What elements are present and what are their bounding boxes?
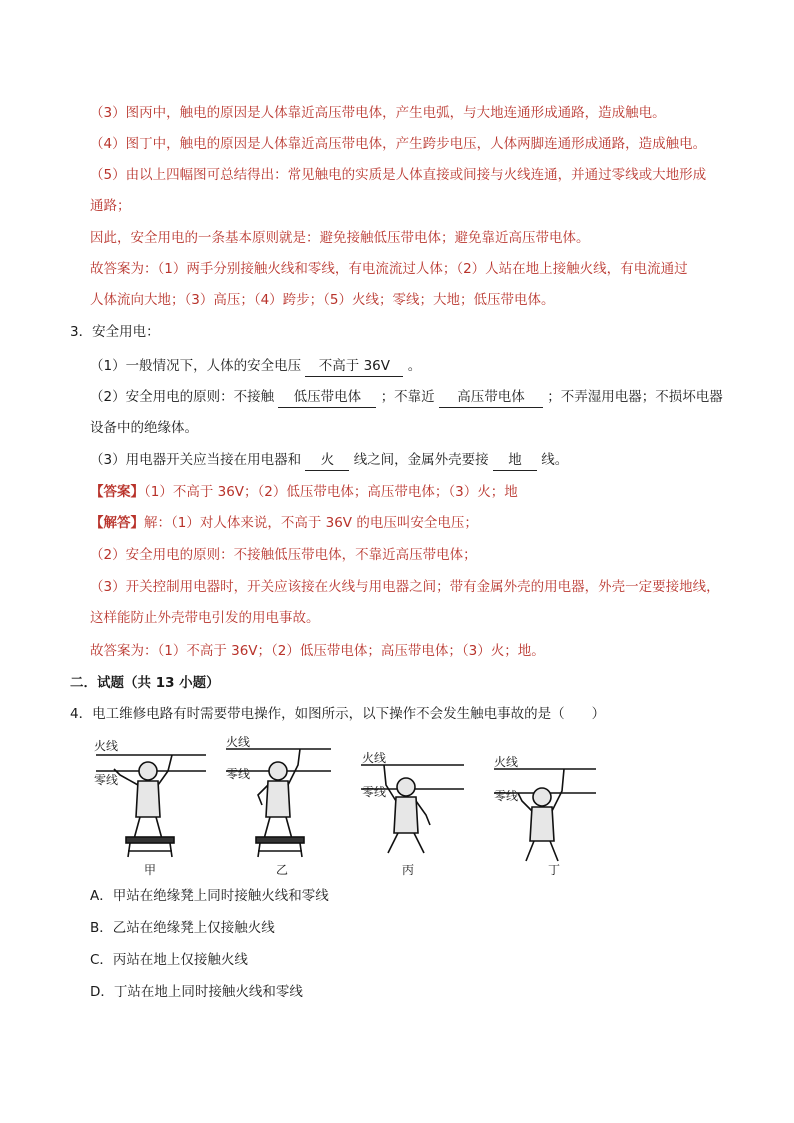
text-line: 故答案为：（1）两手分别接触火线和零线，有电流流过人体；（2）人站在地上接触火线，有电流通过 <box>90 261 688 277</box>
figure-yi <box>256 749 304 857</box>
question-3-title: 3．安全用电： <box>70 324 160 340</box>
option-d: D．丁站在地上同时接触火线和零线 <box>90 984 303 1000</box>
text-line: 这样能防止外壳带电引发的用电事故。 <box>90 610 320 626</box>
text-line: 人体流向大地；（3）高压；（4）跨步；（5）火线；零线；大地；低压带电体。 <box>90 292 555 308</box>
answer-tag: 【答案】 <box>90 484 144 500</box>
label-live-wire: 火线 <box>226 735 251 749</box>
section-title: 二．试题（共 13 小题） <box>70 675 220 691</box>
text-line: （4）图丁中，触电的原因是人体靠近高压带电体，产生跨步电压，人体两脚连通形成通路，造成触电。 <box>90 136 707 152</box>
answer-line: 【答案】（1）不高于 36V；（2）低压带电体；高压带电体；（3）火；地 <box>90 484 518 500</box>
label-yi: 乙 <box>276 863 289 877</box>
analysis-tag: 【解答】 <box>90 515 144 531</box>
analysis-line: 【解答】解：（1）对人体来说，不高于 36V 的电压叫安全电压； <box>90 515 478 531</box>
question-3-part-1: （1）一般情况下，人体的安全电压 不高于 36V 。 <box>90 356 421 377</box>
label-neutral-wire: 零线 <box>362 785 387 799</box>
figure-bing <box>384 765 430 853</box>
text-line: （3）图丙中，触电的原因是人体靠近高压带电体，产生电弧，与大地连通形成通路，造成触电。 <box>90 105 666 121</box>
text-line: （2）安全用电的原则：不接触低压带电体，不靠近高压带电体； <box>90 547 477 563</box>
figure-drawing <box>86 735 626 885</box>
answer-blank: 低压带电体 <box>278 387 376 408</box>
text-line: 通路； <box>90 198 131 214</box>
figure-electric-shock <box>86 735 626 885</box>
answer-blank: 地 <box>493 450 537 471</box>
label-live-wire: 火线 <box>494 755 519 769</box>
label-neutral-wire: 零线 <box>94 773 119 787</box>
answer-blank: 不高于 36V <box>305 356 403 377</box>
label-neutral-wire: 零线 <box>226 767 251 781</box>
option-b: B．乙站在绝缘凳上仅接触火线 <box>90 920 275 936</box>
label-bing: 丙 <box>402 863 415 877</box>
label-ding: 丁 <box>548 863 561 877</box>
question-4-stem: 4．电工维修电路有时需要带电操作，如图所示，以下操作不会发生触电事故的是（ ） <box>70 706 606 722</box>
text-line: 因此，安全用电的一条基本原则就是：避免接触低压带电体；避免靠近高压带电体。 <box>90 230 590 246</box>
label-live-wire: 火线 <box>362 751 387 765</box>
text-line: 设备中的绝缘体。 <box>90 420 198 436</box>
label-neutral-wire: 零线 <box>494 789 519 803</box>
option-c: C．丙站在地上仅接触火线 <box>90 952 248 968</box>
text-line: （5）由以上四幅图可总结得出：常见触电的实质是人体直接或间接与火线连通，并通过零线或大地形成 <box>90 167 707 183</box>
text-line: 故答案为：（1）不高于 36V；（2）低压带电体；高压带电体；（3）火；地。 <box>90 643 545 659</box>
answer-blank: 火 <box>305 450 349 471</box>
question-3-part-2: （2）安全用电的原则：不接触 低压带电体 ；不靠近 高压带电体 ；不弄湿用电器；不损坏电器 <box>90 387 723 408</box>
text-line: （3）开关控制用电器时，开关应该接在火线与用电器之间；带有金属外壳的用电器，外壳一定要接地线， <box>90 579 720 595</box>
label-jia: 甲 <box>144 863 157 877</box>
answer-blank: 高压带电体 <box>439 387 543 408</box>
question-3-part-3: （3）用电器开关应当接在用电器和 火 线之间，金属外壳要接 地 线。 <box>90 450 568 471</box>
label-live-wire: 火线 <box>94 739 119 753</box>
option-a: A．甲站在绝缘凳上同时接触火线和零线 <box>90 888 329 904</box>
figure-ding <box>518 769 564 861</box>
